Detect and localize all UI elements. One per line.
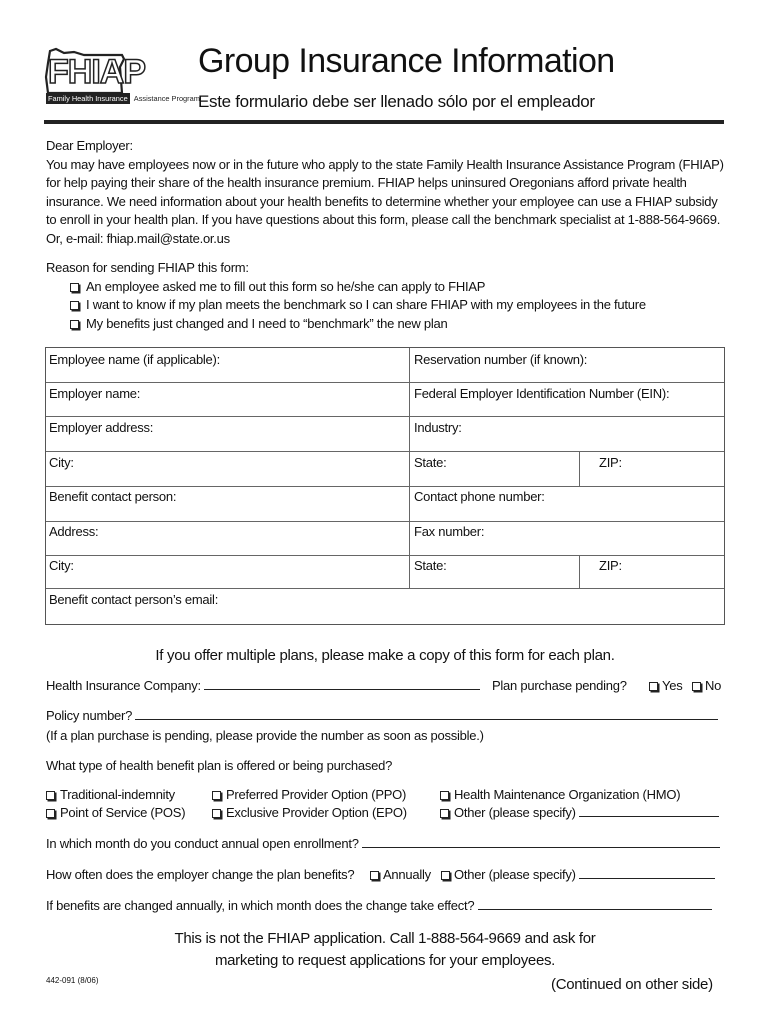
plan-type-label: Traditional-indemnity: [60, 787, 175, 802]
plan-type-checkbox[interactable]: [46, 809, 55, 818]
plan-type-hmo[interactable]: [440, 787, 680, 802]
table-rule: [46, 416, 724, 417]
reason-option[interactable]: [46, 315, 736, 334]
plan-type-label: Other (please specify): [454, 805, 576, 820]
letter-line: You may have employees now or in the future who apply to the state Family Health Insurance Assistance Program (FHIAP): [46, 156, 724, 172]
plan-type-checkbox[interactable]: [440, 809, 449, 818]
logo-program-right: Assistance Program: [133, 94, 200, 103]
insurance-company-row: [46, 678, 480, 693]
policy-number-label: Policy number?: [46, 708, 133, 723]
insurance-company-input[interactable]: [204, 678, 480, 690]
contact-email-field[interactable]: Benefit contact person’s email:: [49, 592, 219, 607]
zip-field[interactable]: ZIP:: [599, 455, 622, 470]
letter-line: to enroll in your health plan. If you have questions about this form, please call the benchmark specialist at 1-888-564-9669.: [46, 212, 721, 227]
employer-address-field[interactable]: Employer address:: [49, 420, 154, 435]
plan-type-checkbox[interactable]: [212, 809, 221, 818]
pending-no-checkbox[interactable]: [692, 682, 701, 691]
reason-checkbox[interactable]: [70, 320, 79, 329]
table-rule: [46, 588, 724, 589]
reason-option[interactable]: [46, 296, 736, 315]
footer-note: [0, 928, 770, 972]
open-enrollment-label: In which month do you conduct annual open enrollment?: [46, 836, 359, 851]
change-frequency-row: [46, 867, 354, 882]
letter-greeting: Dear Employer:: [46, 138, 133, 153]
industry-field[interactable]: Industry:: [414, 420, 462, 435]
contact-state-field[interactable]: State:: [414, 558, 447, 573]
fhiap-logo: [44, 47, 200, 107]
policy-number-row: [46, 708, 718, 723]
plan-type-question: What type of health benefit plan is offered or being purchased?: [46, 758, 393, 773]
table-rule: [46, 521, 724, 522]
ein-field[interactable]: Federal Employer Identification Number (EIN):: [414, 386, 670, 401]
logo-wordmark-text: FHIAP: [48, 53, 145, 91]
insurance-company-label: Health Insurance Company:: [46, 678, 201, 693]
address-field[interactable]: Address:: [49, 524, 99, 539]
state-field[interactable]: State:: [414, 455, 447, 470]
change-month-label: If benefits are changed annually, in which month does the change take effect?: [46, 898, 475, 913]
change-annually-label: Annually: [383, 867, 431, 882]
change-month-row: [46, 898, 712, 913]
plan-type-ppo[interactable]: [212, 787, 406, 802]
benefit-contact-field[interactable]: Benefit contact person:: [49, 489, 177, 504]
fax-field[interactable]: Fax number:: [414, 524, 485, 539]
form-code: 442-091 (8/06): [46, 976, 99, 985]
plan-type-traditional[interactable]: [46, 787, 175, 802]
plan-type-label: Point of Service (POS): [60, 805, 186, 820]
plan-type-label: Preferred Provider Option (PPO): [226, 787, 407, 802]
continued-note: (Continued on other side): [551, 976, 713, 993]
reason-option-label: I want to know if my plan meets the benchmark so I can share FHIAP with my employees in the future: [86, 297, 646, 312]
footer-note-line: This is not the FHIAP application. Call 1-888-564-9669 and ask for: [174, 930, 596, 947]
contact-city-field[interactable]: City:: [49, 558, 74, 573]
reason-option-label: My benefits just changed and I need to “benchmark” the new plan: [86, 315, 448, 331]
table-divider: [409, 348, 410, 588]
plan-type-pos[interactable]: [46, 805, 185, 820]
letter-line: insurance. We need information about your health benefits to determine whether your employee can use a FHIAP subsidy: [46, 193, 718, 209]
pending-no-label: No: [705, 678, 722, 693]
letter: [46, 137, 736, 333]
logo-wordmark: [48, 55, 145, 89]
change-other-label: Other (please specify): [454, 867, 576, 882]
table-rule: [46, 486, 724, 487]
plan-type-other-input[interactable]: [579, 805, 719, 817]
table-rule: [46, 451, 724, 452]
letter-line: for help paying their share of the health insurance premium. FHIAP helps uninsured Oregonians afford private health: [46, 175, 687, 190]
plan-type-label: Exclusive Provider Option (EPO): [226, 805, 407, 820]
contact-zip-field[interactable]: ZIP:: [599, 558, 622, 573]
employer-info-table: [45, 347, 725, 625]
reason-label: Reason for sending FHIAP this form:: [46, 260, 249, 275]
change-annually-option[interactable]: [370, 867, 431, 882]
change-frequency-label: How often does the employer change the plan benefits?: [46, 867, 355, 882]
purchase-pending-label: Plan purchase pending?: [492, 678, 627, 693]
page-subtitle: Este formulario debe ser llenado sólo por el empleador: [198, 92, 595, 111]
pending-yes-option[interactable]: [649, 678, 682, 693]
city-field[interactable]: City:: [49, 455, 74, 470]
policy-number-input[interactable]: [135, 708, 718, 720]
reason-checkbox[interactable]: [70, 301, 79, 310]
pending-yes-label: Yes: [662, 678, 683, 693]
reason-option-label: An employee asked me to fill out this form so he/she can apply to FHIAP: [86, 278, 486, 294]
page-title: Group Insurance Information: [198, 42, 615, 80]
open-enrollment-input[interactable]: [362, 836, 720, 848]
change-month-input[interactable]: [478, 898, 712, 910]
plan-type-checkbox[interactable]: [212, 791, 221, 800]
multiple-plans-note: If you offer multiple plans, please make a copy of this form for each plan.: [155, 647, 615, 664]
logo-program-left: Family Health Insurance: [48, 94, 128, 103]
policy-note: (If a plan purchase is pending, please provide the number as soon as possible.): [46, 728, 484, 743]
plan-type-epo[interactable]: [212, 805, 407, 820]
change-other-option[interactable]: [441, 867, 715, 882]
employer-name-field[interactable]: Employer name:: [49, 386, 141, 401]
plan-type-checkbox[interactable]: [440, 791, 449, 800]
pending-no-option[interactable]: [692, 678, 721, 693]
change-other-input[interactable]: [579, 867, 715, 879]
reservation-number-field[interactable]: Reservation number (if known):: [414, 352, 588, 367]
footer-note-line: marketing to request applications for your employees.: [214, 952, 556, 969]
table-divider: [579, 555, 580, 588]
table-rule: [46, 555, 724, 556]
letter-line: Or, e-mail: fhiap.mail@state.or.us: [46, 230, 230, 246]
purchase-pending-row: [492, 678, 627, 693]
plan-type-checkbox[interactable]: [46, 791, 55, 800]
plan-type-label: Health Maintenance Organization (HMO): [454, 787, 681, 802]
change-other-checkbox[interactable]: [441, 871, 450, 880]
contact-phone-field[interactable]: Contact phone number:: [414, 489, 545, 504]
table-rule: [46, 382, 724, 383]
reason-option[interactable]: [46, 278, 736, 297]
table-divider: [579, 451, 580, 486]
plan-type-other[interactable]: [440, 805, 719, 820]
employee-name-field[interactable]: Employee name (if applicable):: [49, 352, 220, 367]
pending-yes-checkbox[interactable]: [649, 682, 658, 691]
change-annually-checkbox[interactable]: [370, 871, 379, 880]
reason-checkbox[interactable]: [70, 283, 79, 292]
header-rule: [44, 120, 724, 124]
logo-program-name: [46, 93, 200, 105]
open-enrollment-row: [46, 836, 720, 851]
